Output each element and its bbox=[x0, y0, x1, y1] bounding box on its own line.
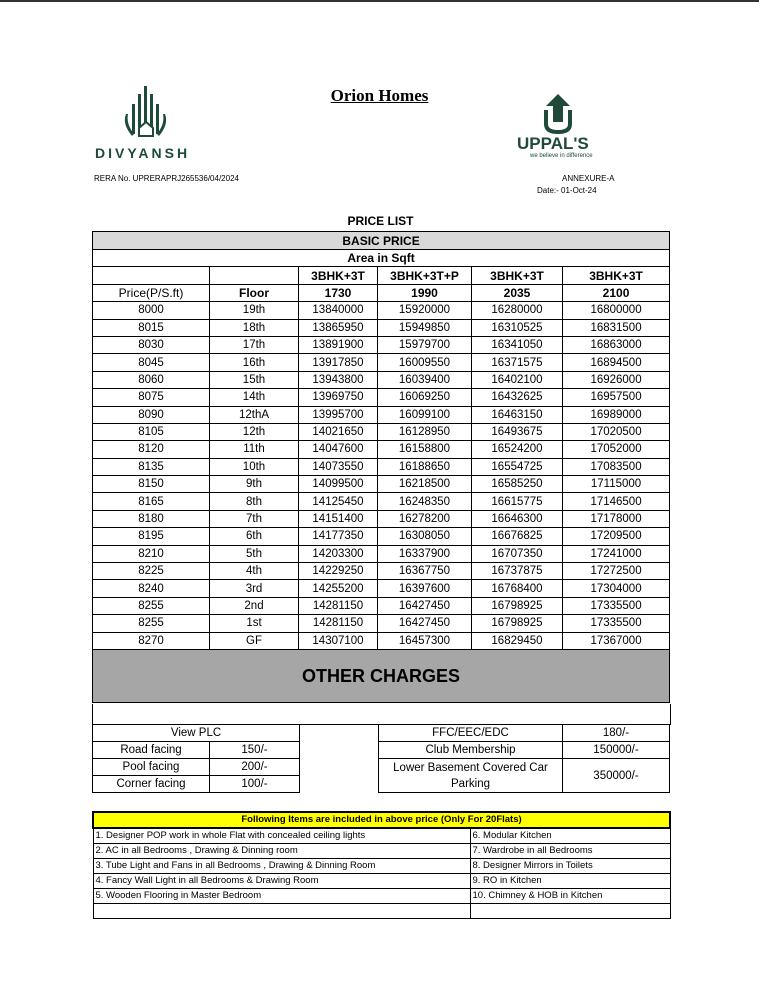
uppals-logo-icon bbox=[538, 94, 578, 136]
unit-type-header: 3BHK+3T bbox=[563, 267, 670, 284]
unit-type-header: 3BHK+3T bbox=[472, 267, 563, 284]
charge-value: 180/- bbox=[563, 725, 670, 742]
table-row bbox=[93, 476, 670, 493]
table-cell: 16069250 bbox=[378, 389, 472, 406]
table-cell: 16676825 bbox=[472, 528, 563, 545]
table-cell: 8060 bbox=[93, 371, 210, 388]
included-item-blank bbox=[93, 904, 470, 919]
table-cell: 17272500 bbox=[563, 563, 670, 580]
table-cell: 9th bbox=[210, 476, 299, 493]
header-blank bbox=[210, 267, 299, 284]
table-cell: 16894500 bbox=[563, 354, 670, 371]
divyansh-logo-text: DIVYANSH bbox=[95, 145, 191, 161]
table-cell: 16397600 bbox=[378, 580, 472, 597]
table-cell: 16957500 bbox=[563, 389, 670, 406]
table-cell: 16524200 bbox=[472, 441, 563, 458]
table-cell: 16310525 bbox=[472, 319, 563, 336]
table-row bbox=[93, 580, 670, 597]
table-cell: 12thA bbox=[210, 406, 299, 423]
included-item: 4. Fancy Wall Light in all Bedrooms & Drawing Room bbox=[93, 874, 470, 889]
table-cell: 14203300 bbox=[299, 545, 378, 562]
table-cell: 14073550 bbox=[299, 458, 378, 475]
uppals-logo-text: UPPAL'S bbox=[517, 134, 589, 153]
table-cell: 8045 bbox=[93, 354, 210, 371]
table-row bbox=[93, 441, 670, 458]
table-cell: 17083500 bbox=[563, 458, 670, 475]
table-cell: 14281150 bbox=[299, 615, 378, 632]
table-cell: 14th bbox=[210, 389, 299, 406]
table-cell: 16707350 bbox=[472, 545, 563, 562]
table-cell: 16009550 bbox=[378, 354, 472, 371]
table-cell: 17304000 bbox=[563, 580, 670, 597]
table-cell: 15979700 bbox=[378, 336, 472, 353]
included-item: 5. Wooden Flooring in Master Bedroom bbox=[93, 889, 470, 904]
table-cell: 14255200 bbox=[299, 580, 378, 597]
table-cell: 16737875 bbox=[472, 563, 563, 580]
unit-area-header: 1730 bbox=[299, 284, 378, 301]
table-cell: 16615775 bbox=[472, 493, 563, 510]
included-item: 8. Designer Mirrors in Toilets bbox=[470, 859, 670, 874]
table-cell: 8270 bbox=[93, 632, 210, 649]
plc-label: Road facing bbox=[93, 742, 210, 759]
table-cell: 16989000 bbox=[563, 406, 670, 423]
included-item: 9. RO in Kitchen bbox=[470, 874, 670, 889]
table-cell: 14229250 bbox=[299, 563, 378, 580]
table-row bbox=[93, 406, 670, 423]
table-row bbox=[93, 510, 670, 527]
table-cell: 11th bbox=[210, 441, 299, 458]
table-row bbox=[93, 354, 670, 371]
table-cell: 14151400 bbox=[299, 510, 378, 527]
plc-label: Corner facing bbox=[93, 776, 210, 793]
table-cell: 17146500 bbox=[563, 493, 670, 510]
table-row bbox=[93, 458, 670, 475]
area-header: Area in Sqft bbox=[93, 250, 670, 267]
plc-value: 100/- bbox=[210, 776, 300, 793]
plc-value: 150/- bbox=[210, 742, 300, 759]
charges-table bbox=[378, 724, 670, 793]
plc-label: Pool facing bbox=[93, 759, 210, 776]
table-cell: 3rd bbox=[210, 580, 299, 597]
table-cell: 17020500 bbox=[563, 423, 670, 440]
included-item: 1. Designer POP work in whole Flat with concealed ceiling lights bbox=[93, 828, 470, 844]
table-cell: 13865950 bbox=[299, 319, 378, 336]
price-column-header: Price(P/S.ft) bbox=[93, 284, 210, 301]
table-cell: 17335500 bbox=[563, 597, 670, 614]
table-cell: 16099100 bbox=[378, 406, 472, 423]
table-cell: 16341050 bbox=[472, 336, 563, 353]
uppals-tagline: we believe in difference bbox=[530, 153, 593, 159]
table-cell: 8015 bbox=[93, 319, 210, 336]
table-cell: 14125450 bbox=[299, 493, 378, 510]
table-cell: 16427450 bbox=[378, 597, 472, 614]
table-cell: 2nd bbox=[210, 597, 299, 614]
table-cell: 16800000 bbox=[563, 302, 670, 319]
table-cell: 12th bbox=[210, 423, 299, 440]
table-cell: 13995700 bbox=[299, 406, 378, 423]
table-cell: 1st bbox=[210, 615, 299, 632]
table-cell: 13917850 bbox=[299, 354, 378, 371]
table-cell: 16554725 bbox=[472, 458, 563, 475]
table-cell: 16128950 bbox=[378, 423, 472, 440]
table-cell: 13840000 bbox=[299, 302, 378, 319]
table-cell: 15th bbox=[210, 371, 299, 388]
table-row bbox=[93, 545, 670, 562]
unit-area-header: 1990 bbox=[378, 284, 472, 301]
table-cell: 15949850 bbox=[378, 319, 472, 336]
table-cell: 17335500 bbox=[563, 615, 670, 632]
table-cell: 17th bbox=[210, 336, 299, 353]
table-cell: 8105 bbox=[93, 423, 210, 440]
table-cell: 16039400 bbox=[378, 371, 472, 388]
basic-price-header: BASIC PRICE bbox=[93, 232, 670, 250]
price-list-table bbox=[92, 231, 670, 703]
table-cell: 14047600 bbox=[299, 441, 378, 458]
floor-column-header: Floor bbox=[210, 284, 299, 301]
table-cell: 14021650 bbox=[299, 423, 378, 440]
table-cell: 8255 bbox=[93, 615, 210, 632]
charge-value: 150000/- bbox=[563, 742, 670, 759]
table-cell: 8th bbox=[210, 493, 299, 510]
table-row bbox=[93, 302, 670, 319]
table-cell: 16158800 bbox=[378, 441, 472, 458]
table-cell: 16427450 bbox=[378, 615, 472, 632]
included-item: 3. Tube Light and Fans in all Bedrooms , Drawing & Dinning Room bbox=[93, 859, 470, 874]
table-cell: 16th bbox=[210, 354, 299, 371]
table-row bbox=[93, 597, 670, 614]
table-cell: 16926000 bbox=[563, 371, 670, 388]
price-list-title: PRICE LIST bbox=[347, 214, 414, 228]
table-cell: 16863000 bbox=[563, 336, 670, 353]
table-cell: 16585250 bbox=[472, 476, 563, 493]
table-cell: 17178000 bbox=[563, 510, 670, 527]
included-item: 10. Chimney & HOB in Kitchen bbox=[470, 889, 670, 904]
table-cell: 16278200 bbox=[378, 510, 472, 527]
unit-area-header: 2100 bbox=[563, 284, 670, 301]
unit-type-header: 3BHK+3T bbox=[299, 267, 378, 284]
table-cell: 16463150 bbox=[472, 406, 563, 423]
table-cell: 16248350 bbox=[378, 493, 472, 510]
unit-area-header: 2035 bbox=[472, 284, 563, 301]
table-cell: 16829450 bbox=[472, 632, 563, 649]
view-plc-title: View PLC bbox=[93, 725, 300, 742]
table-row bbox=[93, 336, 670, 353]
table-cell: 8195 bbox=[93, 528, 210, 545]
top-border-line bbox=[0, 0, 759, 2]
rera-number: RERA No. UPRERAPRJ265536/04/2024 bbox=[94, 174, 239, 183]
table-cell: 8210 bbox=[93, 545, 210, 562]
table-cell: 8165 bbox=[93, 493, 210, 510]
table-cell: 8255 bbox=[93, 597, 210, 614]
included-item: 2. AC in all Bedrooms , Drawing & Dinning room bbox=[93, 844, 470, 859]
table-cell: 8240 bbox=[93, 580, 210, 597]
page-title: Orion Homes bbox=[330, 86, 429, 105]
included-item: 7. Wardrobe in all Bedrooms bbox=[470, 844, 670, 859]
table-row bbox=[93, 528, 670, 545]
table-cell: 14281150 bbox=[299, 597, 378, 614]
table-cell: 8180 bbox=[93, 510, 210, 527]
date-label: Date:- 01-Oct-24 bbox=[537, 186, 597, 195]
table-cell: 16432625 bbox=[472, 389, 563, 406]
view-plc-table bbox=[92, 724, 300, 793]
table-row bbox=[93, 423, 670, 440]
table-cell: 17209500 bbox=[563, 528, 670, 545]
table-cell: 14177350 bbox=[299, 528, 378, 545]
included-item-blank bbox=[470, 904, 670, 919]
table-cell: 13891900 bbox=[299, 336, 378, 353]
charge-label: Lower Basement Covered Car Parking bbox=[379, 759, 563, 793]
table-row bbox=[93, 615, 670, 632]
header-blank bbox=[93, 267, 210, 284]
table-cell: 19th bbox=[210, 302, 299, 319]
table-cell: 16367750 bbox=[378, 563, 472, 580]
price-rows bbox=[93, 302, 670, 650]
charge-label: FFC/EEC/EDC bbox=[379, 725, 563, 742]
table-row bbox=[93, 389, 670, 406]
table-row bbox=[93, 319, 670, 336]
table-cell: 16218500 bbox=[378, 476, 472, 493]
table-cell: 16457300 bbox=[378, 632, 472, 649]
table-cell: 16493675 bbox=[472, 423, 563, 440]
table-row bbox=[93, 563, 670, 580]
table-cell: 18th bbox=[210, 319, 299, 336]
included-item: 6. Modular Kitchen bbox=[470, 828, 670, 844]
table-cell: 6th bbox=[210, 528, 299, 545]
table-cell: 16337900 bbox=[378, 545, 472, 562]
table-cell: GF bbox=[210, 632, 299, 649]
plc-value: 200/- bbox=[210, 759, 300, 776]
table-cell: 16402100 bbox=[472, 371, 563, 388]
table-cell: 14099500 bbox=[299, 476, 378, 493]
table-cell: 17115000 bbox=[563, 476, 670, 493]
table-cell: 16831500 bbox=[563, 319, 670, 336]
charge-value: 350000/- bbox=[563, 759, 670, 793]
table-cell: 16308050 bbox=[378, 528, 472, 545]
other-charges-header: OTHER CHARGES bbox=[93, 649, 670, 702]
table-cell: 13943800 bbox=[299, 371, 378, 388]
table-cell: 15920000 bbox=[378, 302, 472, 319]
table-cell: 14307100 bbox=[299, 632, 378, 649]
table-row bbox=[93, 632, 670, 649]
table-cell: 16798925 bbox=[472, 597, 563, 614]
table-cell: 10th bbox=[210, 458, 299, 475]
table-cell: 16646300 bbox=[472, 510, 563, 527]
table-row bbox=[93, 493, 670, 510]
table-cell: 8075 bbox=[93, 389, 210, 406]
table-cell: 16798925 bbox=[472, 615, 563, 632]
table-cell: 8030 bbox=[93, 336, 210, 353]
table-cell: 16768400 bbox=[472, 580, 563, 597]
table-cell: 17241000 bbox=[563, 545, 670, 562]
table-cell: 8135 bbox=[93, 458, 210, 475]
table-row bbox=[93, 371, 670, 388]
table-cell: 17052000 bbox=[563, 441, 670, 458]
included-items-table bbox=[92, 811, 671, 919]
other-charges-spacer-row bbox=[92, 704, 671, 725]
table-cell: 8000 bbox=[93, 302, 210, 319]
table-cell: 8225 bbox=[93, 563, 210, 580]
table-cell: 16280000 bbox=[472, 302, 563, 319]
table-cell: 8150 bbox=[93, 476, 210, 493]
table-cell: 13969750 bbox=[299, 389, 378, 406]
unit-type-header: 3BHK+3T+P bbox=[378, 267, 472, 284]
table-cell: 5th bbox=[210, 545, 299, 562]
included-items-title: Following Items are included in above price (Only For 20Flats) bbox=[93, 812, 670, 828]
annexure-label: ANNEXURE-A bbox=[562, 174, 615, 183]
table-cell: 7th bbox=[210, 510, 299, 527]
table-cell: 16371575 bbox=[472, 354, 563, 371]
table-cell: 8120 bbox=[93, 441, 210, 458]
table-cell: 4th bbox=[210, 563, 299, 580]
charge-label: Club Membership bbox=[379, 742, 563, 759]
table-cell: 16188650 bbox=[378, 458, 472, 475]
table-cell: 8090 bbox=[93, 406, 210, 423]
table-cell: 17367000 bbox=[563, 632, 670, 649]
